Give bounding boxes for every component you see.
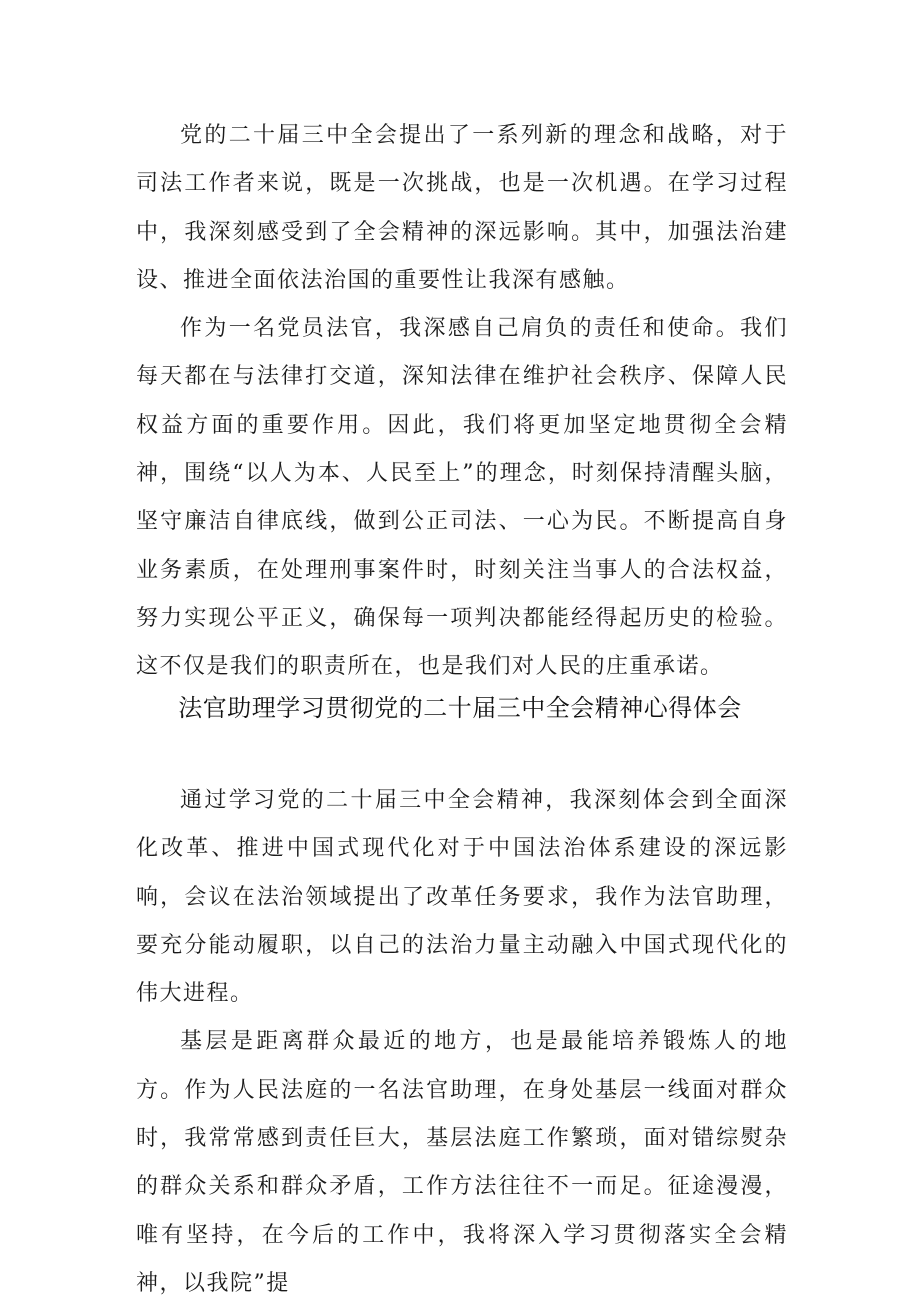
paragraph: 通过学习党的二十届三中全会精神，我深刻体会到全面深化改革、推进中国式现代化对于中国法治体系建设的深远影响，会议在法治领域提出了改革任务要求，我作为法官助理，要充分能动履职，以自己的法治力量主动融入中国式现代化的伟大进程。 [136,788,788,1007]
paragraph: 作为一名党员法官，我深感自己肩负的责任和使命。我们每天都在与法律打交道，深知法律在维护社会秩序、保障人民权益方面的重要作用。因此，我们将更加坚定地贯彻全会精神，围绕“以人为本、人民至上”的理念，时刻保持清醒头脑，坚守廉洁自律底线，做到公正司法、一心为民。不断提高自身业务素质，在处理刑事案件时，时刻关注当事人的合法权益，努力实现公平正义，确保每一项判决都能经得起历史的检验。这不仅是我们的职责所在，也是我们对人民的庄重承诺。 [136,316,788,680]
section-1-body [136,112,788,692]
paragraph: 党的二十届三中全会提出了一系列新的理念和战略，对于司法工作者来说，既是一次挑战，也是一次机遇。在学习过程中，我深刻感受到了全会精神的深远影响。其中，加强法治建设、推进全面依法治国的重要性让我深有感触。 [136,123,788,293]
section-2-title: 法官助理学习贯彻党的二十届三中全会精神心得体会 [178,694,742,722]
section-2-body [136,777,788,1308]
paragraph: 基层是距离群众最近的地方，也是最能培养锻炼人的地方。作为人民法庭的一名法官助理，在身处基层一线面对群众时，我常常感到责任巨大，基层法庭工作繁琐，面对错综熨杂的群众关系和群众矛盾，工作方法往往不一而足。征途漫漫，唯有坚持，在今后的工作中，我将深入学习贯彻落实全会精神，以我院”提 [136,1029,788,1296]
